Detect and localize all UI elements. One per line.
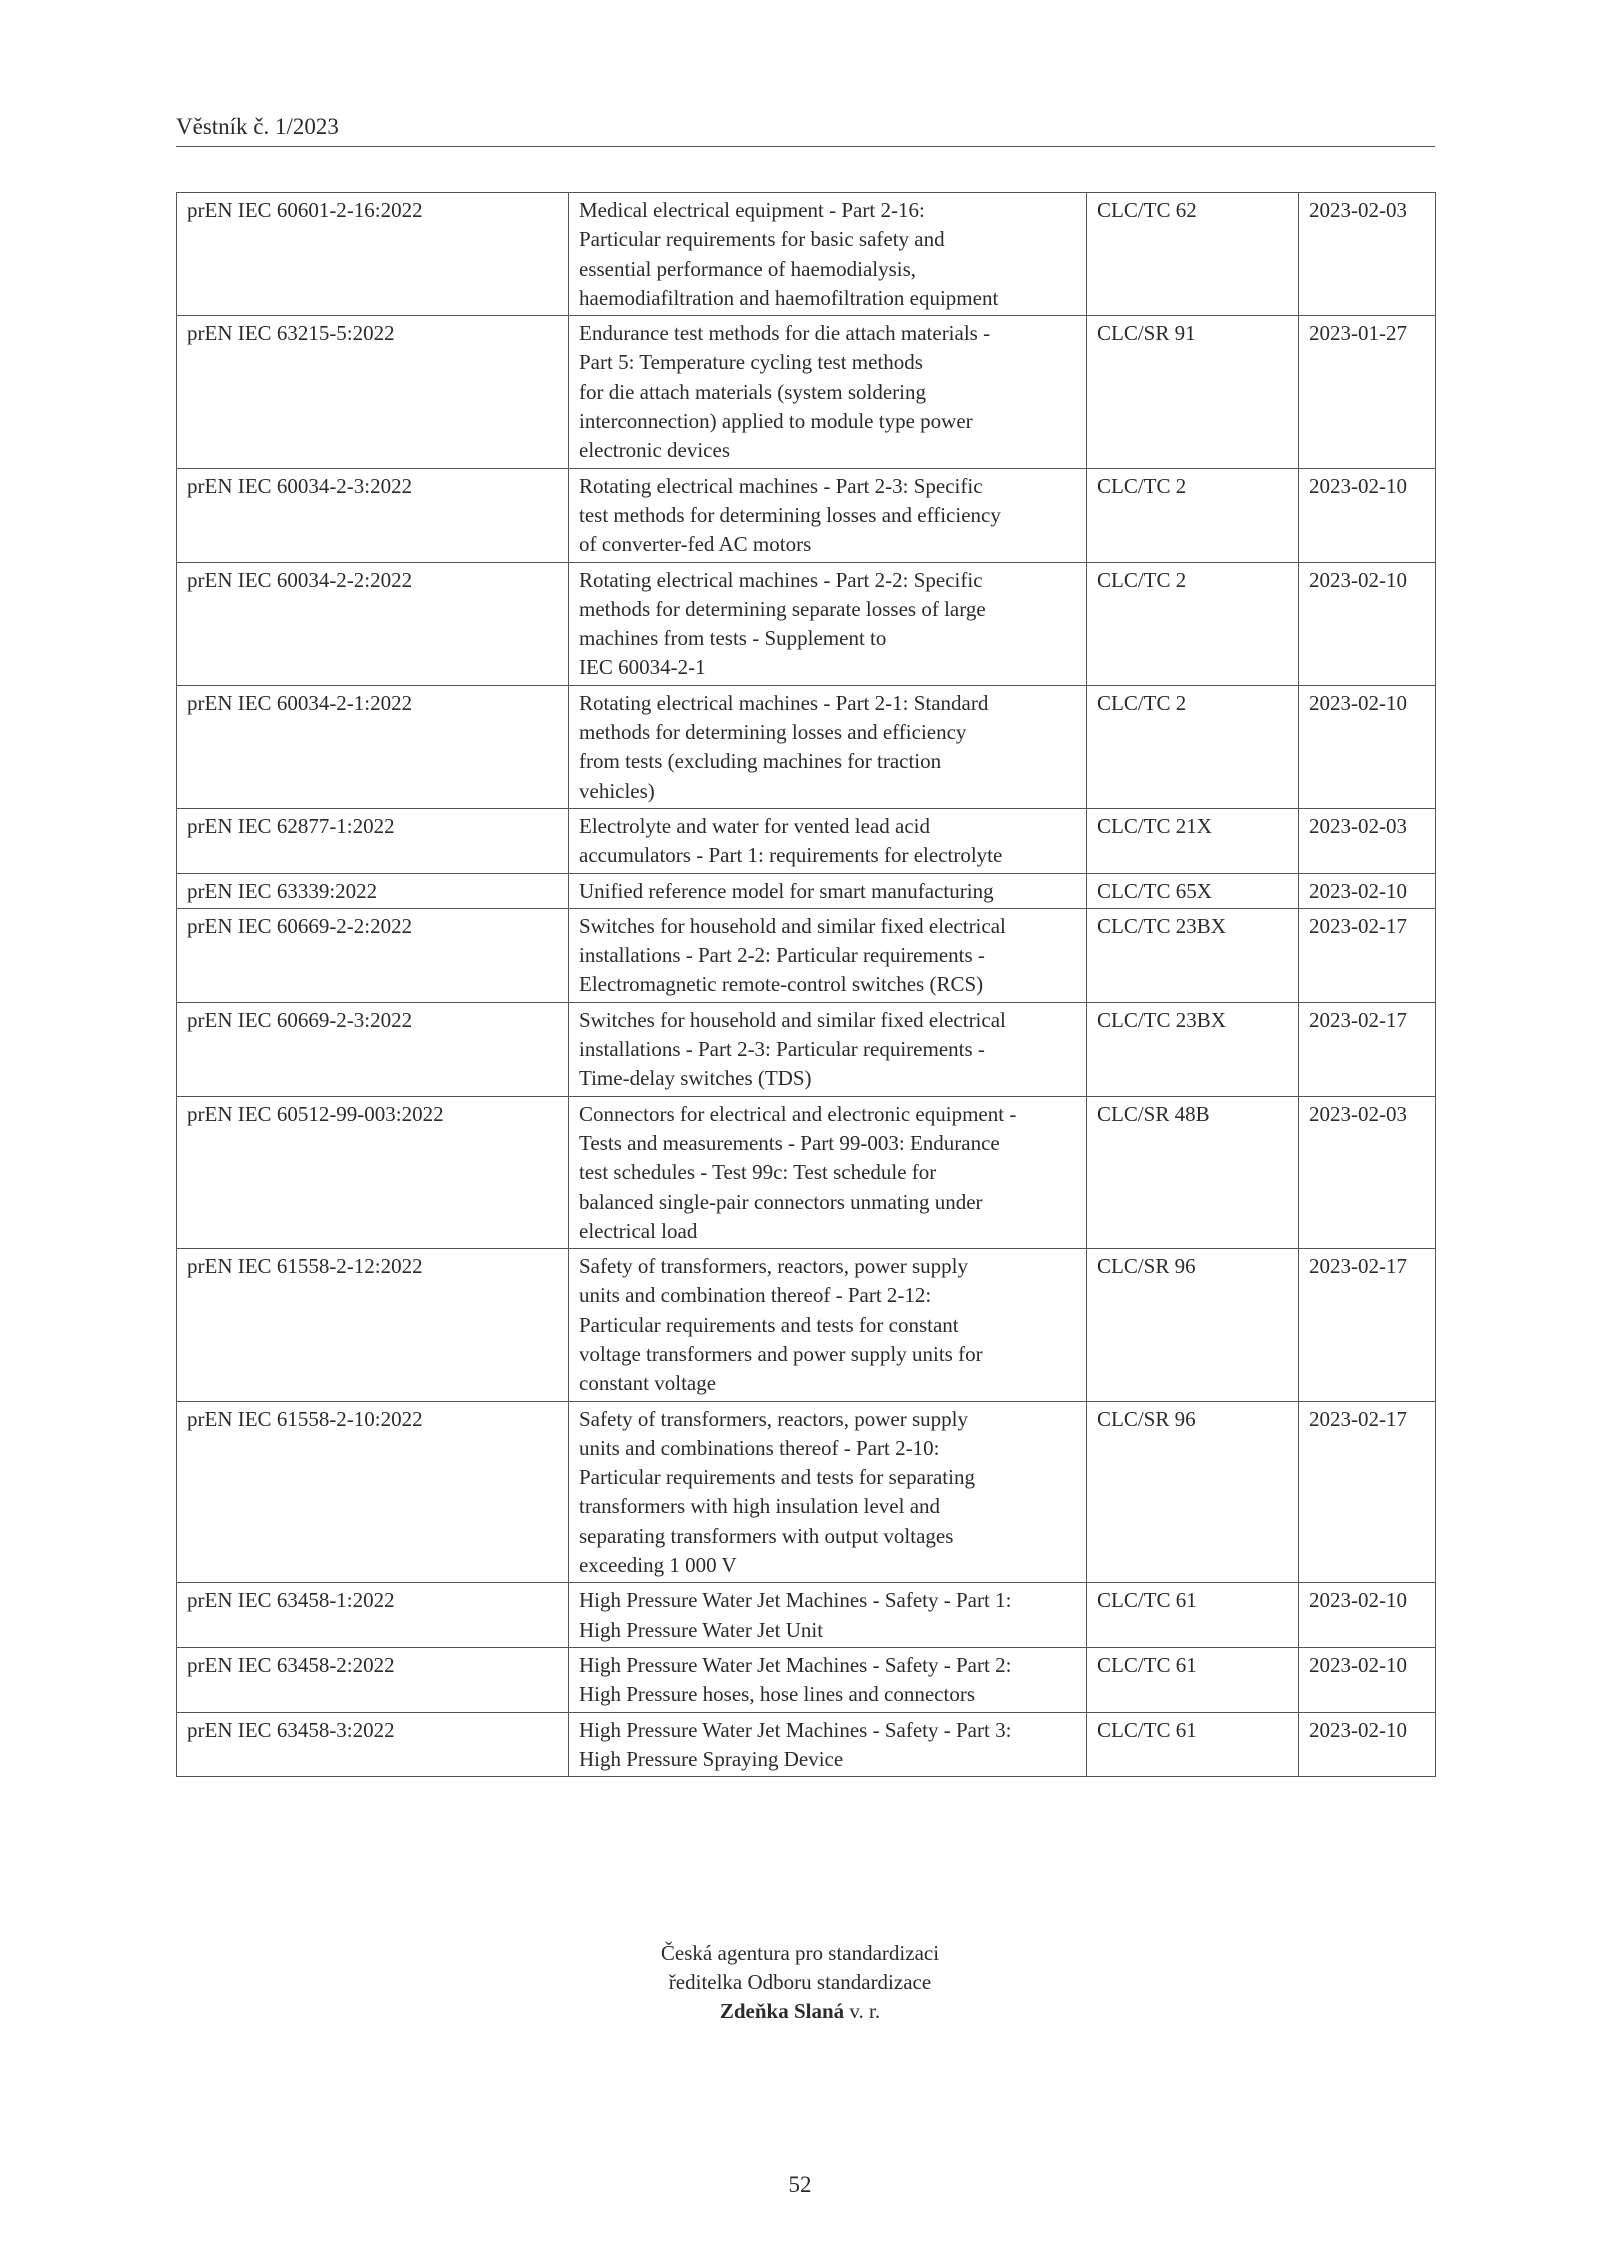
table-row [177,1096,1436,1248]
deadline-date-cell: 2023-01-27 [1299,316,1436,468]
standard-title-line: Switches for household and similar fixed electrical [579,1007,1006,1032]
deadline-date-cell: 2023-02-17 [1299,908,1436,1002]
technical-committee-cell: CLC/SR 48B [1087,1096,1299,1248]
deadline-date-cell: 2023-02-10 [1299,873,1436,908]
technical-committee-cell: CLC/TC 61 [1087,1712,1299,1777]
table-row [177,316,1436,468]
standard-code-cell: prEN IEC 60034-2-1:2022 [177,685,569,808]
deadline-date-cell: 2023-02-10 [1299,1583,1436,1648]
running-header [176,112,1435,147]
standard-code-cell: prEN IEC 63458-3:2022 [177,1712,569,1777]
standard-title-line: test schedules - Test 99c: Test schedule for [579,1160,937,1185]
standard-code-cell: prEN IEC 62877-1:2022 [177,808,569,873]
standard-title-line: Tests and measurements - Part 99-003: Endurance [579,1130,1000,1155]
standard-title-line: High Pressure Spraying Device [579,1746,844,1771]
table-row [177,808,1436,873]
standards-table [176,192,1436,1777]
standard-title-line: Rotating electrical machines - Part 2-1: Standard [579,690,989,715]
standard-title-line: constant voltage [579,1371,717,1396]
signature-position: ředitelka Odboru standardizace [668,1970,932,1994]
deadline-date-cell: 2023-02-10 [1299,468,1436,562]
standard-title-line: test methods for determining losses and efficiency [579,502,1001,527]
standard-title-line: accumulators - Part 1: requirements for electrolyte [579,843,1003,868]
standard-title-line: transformers with high insulation level and [579,1494,941,1519]
standard-title-line: separating transformers with output voltages [579,1523,954,1548]
standard-title-line: Electromagnetic remote-control switches (RCS) [579,972,984,997]
standard-title-cell [569,1401,1087,1583]
deadline-date-cell: 2023-02-17 [1299,1002,1436,1096]
standard-code-cell: prEN IEC 63215-5:2022 [177,316,569,468]
page-number: 52 [788,2172,812,2197]
standard-title-cell [569,1647,1087,1712]
standard-title-cell [569,873,1087,908]
standard-title-line: High Pressure Water Jet Unit [579,1617,824,1642]
deadline-date-cell: 2023-02-10 [1299,685,1436,808]
signature-name-line [0,1997,1600,2026]
standard-title-line: IEC 60034-2-1 [579,655,706,680]
standard-title-line: Time-delay switches (TDS) [579,1066,812,1091]
standard-code-cell: prEN IEC 60034-2-2:2022 [177,562,569,685]
standard-code-cell: prEN IEC 60669-2-3:2022 [177,1002,569,1096]
deadline-date-cell: 2023-02-10 [1299,562,1436,685]
standard-title-line: Particular requirements and tests for separating [579,1465,975,1490]
table-row [177,193,1436,316]
standard-code-cell: prEN IEC 61558-2-10:2022 [177,1401,569,1583]
standard-code-cell: prEN IEC 61558-2-12:2022 [177,1249,569,1401]
standard-title-cell [569,562,1087,685]
technical-committee-cell: CLC/TC 23BX [1087,1002,1299,1096]
standard-title-cell [569,908,1087,1002]
standard-title-cell [569,468,1087,562]
table-row [177,685,1436,808]
technical-committee-cell: CLC/SR 91 [1087,316,1299,468]
standard-title-cell [569,1583,1087,1648]
standard-title-cell [569,808,1087,873]
technical-committee-cell: CLC/SR 96 [1087,1249,1299,1401]
standard-title-line: Rotating electrical machines - Part 2-2: Specific [579,567,983,592]
standard-title-cell [569,1249,1087,1401]
standard-title-cell [569,1096,1087,1248]
standard-title-line: vehicles) [579,778,655,803]
table-row [177,562,1436,685]
technical-committee-cell: CLC/TC 65X [1087,873,1299,908]
standard-title-cell [569,1002,1087,1096]
standard-title-line: units and combination thereof - Part 2-12: [579,1283,932,1308]
standard-title-line: exceeding 1 000 V [579,1553,737,1578]
standard-title-line: Electrolyte and water for vented lead acid [579,813,930,838]
standard-title-line: High Pressure Water Jet Machines - Safety - Part 1: [579,1588,1012,1613]
table-row [177,1583,1436,1648]
standard-title-cell [569,193,1087,316]
standard-title-line: for die attach materials (system soldering [579,379,926,404]
standard-code-cell: prEN IEC 60601-2-16:2022 [177,193,569,316]
standard-title-line: Safety of transformers, reactors, power supply [579,1406,968,1431]
standard-title-line: voltage transformers and power supply units for [579,1341,983,1366]
standard-code-cell: prEN IEC 60512-99-003:2022 [177,1096,569,1248]
technical-committee-cell: CLC/SR 96 [1087,1401,1299,1583]
table-row [177,873,1436,908]
deadline-date-cell: 2023-02-03 [1299,808,1436,873]
signature-organization: Česká agentura pro standardizaci [660,1941,940,1965]
standard-title-line: Medical electrical equipment - Part 2-16: [579,198,925,222]
deadline-date-cell: 2023-02-03 [1299,1096,1436,1248]
standard-title-line: of converter-fed AC motors [579,532,812,557]
standard-title-line: High Pressure Water Jet Machines - Safety - Part 2: [579,1652,1012,1677]
technical-committee-cell: CLC/TC 2 [1087,468,1299,562]
standard-title-line: electronic devices [579,438,730,463]
technical-committee-cell: CLC/TC 62 [1087,193,1299,316]
table-row [177,1401,1436,1583]
technical-committee-cell: CLC/TC 61 [1087,1583,1299,1648]
standard-code-cell: prEN IEC 63458-1:2022 [177,1583,569,1648]
standard-title-line: balanced single-pair connectors unmating under [579,1189,983,1214]
table-row [177,1002,1436,1096]
standard-title-line: Safety of transformers, reactors, power supply [579,1254,968,1279]
technical-committee-cell: CLC/TC 61 [1087,1647,1299,1712]
standard-title-line: units and combinations thereof - Part 2-10: [579,1435,940,1460]
standard-title-line: Rotating electrical machines - Part 2-3: Specific [579,473,983,498]
table-row [177,1249,1436,1401]
standard-title-line: haemodiafiltration and haemofiltration equipment [579,285,999,310]
standard-title-line: High Pressure hoses, hose lines and connectors [579,1682,976,1707]
technical-committee-cell: CLC/TC 21X [1087,808,1299,873]
standard-title-line: from tests (excluding machines for traction [579,749,942,774]
table-row [177,468,1436,562]
table-row [177,1647,1436,1712]
signature-block [0,1939,1600,2026]
technical-committee-cell: CLC/TC 2 [1087,685,1299,808]
standard-title-line: Switches for household and similar fixed electrical [579,913,1006,938]
signature-name: Zdeňka Slaná [719,1999,845,2023]
standard-title-line: electrical load [579,1218,698,1243]
deadline-date-cell: 2023-02-10 [1299,1647,1436,1712]
standard-title-line: methods for determining losses and efficiency [579,720,967,745]
deadline-date-cell: 2023-02-17 [1299,1249,1436,1401]
standard-code-cell: prEN IEC 63339:2022 [177,873,569,908]
signature-suffix: v. r. [849,1999,881,2023]
standard-title-line: High Pressure Water Jet Machines - Safety - Part 3: [579,1717,1012,1742]
standard-title-line: interconnection) applied to module type power [579,409,973,434]
technical-committee-cell: CLC/TC 23BX [1087,908,1299,1002]
standard-title-line: methods for determining separate losses of large [579,596,986,621]
standard-title-line: Part 5: Temperature cycling test methods [579,350,923,375]
deadline-date-cell: 2023-02-17 [1299,1401,1436,1583]
deadline-date-cell: 2023-02-03 [1299,193,1436,316]
standard-title-cell [569,316,1087,468]
standard-title-line: Endurance test methods for die attach materials - [579,321,991,346]
standard-title-line: essential performance of haemodialysis, [579,256,917,281]
standard-title-line: Particular requirements for basic safety and [579,227,945,252]
standard-code-cell: prEN IEC 60034-2-3:2022 [177,468,569,562]
header-title: Věstník č. 1/2023 [176,114,339,139]
deadline-date-cell: 2023-02-10 [1299,1712,1436,1777]
table-row [177,1712,1436,1777]
standard-code-cell: prEN IEC 60669-2-2:2022 [177,908,569,1002]
standard-title-cell [569,1712,1087,1777]
technical-committee-cell: CLC/TC 2 [1087,562,1299,685]
table-row [177,908,1436,1002]
standard-title-line: Connectors for electrical and electronic equipment - [579,1101,1017,1126]
standard-title-line: Particular requirements and tests for constant [579,1312,959,1337]
standard-title-line: installations - Part 2-3: Particular requirements - [579,1037,985,1062]
standard-title-line: installations - Part 2-2: Particular requirements - [579,943,985,968]
standards-table-body [177,193,1436,1777]
standard-title-line: Unified reference model for smart manufacturing [579,878,994,903]
standard-code-cell: prEN IEC 63458-2:2022 [177,1647,569,1712]
standard-title-line: machines from tests - Supplement to [579,626,887,651]
standard-title-cell [569,685,1087,808]
